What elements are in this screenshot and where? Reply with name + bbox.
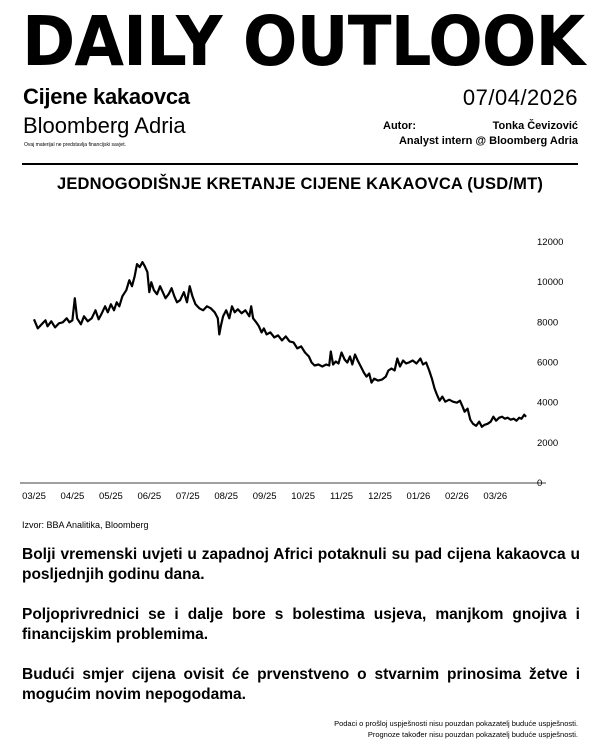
y-tick-label: 6000 bbox=[537, 357, 559, 369]
paragraph-outlook: Budući smjer cijena ovisit će prvenstveno o stvarnim prinosima žetve i mogućim novim nepogodama. bbox=[22, 666, 580, 703]
y-tick-labels bbox=[537, 237, 563, 489]
x-tick-labels bbox=[22, 491, 507, 502]
y-tick-label: 0 bbox=[537, 478, 543, 489]
paragraph-farmers: Poljoprivrednici se i dalje bore s bolestima usjeva, manjkom gnojiva i financijskim problemima. bbox=[22, 606, 580, 643]
y-tick-label: 12000 bbox=[537, 237, 564, 248]
footer-disclaimer-1: Podaci o prošloj uspješnosti nisu pouzdan pokazatelj buduće uspješnosti. bbox=[334, 719, 578, 728]
price-series-line bbox=[34, 262, 526, 427]
x-tick-label: 04/25 bbox=[60, 491, 85, 502]
x-tick-label: 09/25 bbox=[252, 491, 277, 502]
x-tick-label: 12/25 bbox=[368, 491, 392, 502]
y-tick-label: 8000 bbox=[537, 317, 559, 329]
report-date: 07/04/2026 bbox=[462, 85, 578, 110]
x-tick-label: 03/26 bbox=[483, 491, 508, 502]
author-label: Autor: bbox=[383, 120, 416, 132]
paragraph-weather: Bolji vremenski uvjeti u zapadnoj Africi potaknuli su pad cijena kakaovca u posljednjih godinu dana. bbox=[22, 546, 580, 583]
author-role: Analyst intern @ Bloomberg Adria bbox=[398, 135, 578, 147]
chart-source: Izvor: BBA Analitika, Bloomberg bbox=[22, 520, 149, 530]
chart-title: JEDNOGODIŠNJE KRETANJE CIJENE KAKAOVCA (USD/MT) bbox=[56, 175, 544, 193]
brand-name: Bloomberg Adria bbox=[23, 113, 186, 138]
x-tick-label: 07/25 bbox=[175, 491, 200, 502]
x-tick-label: 06/25 bbox=[137, 491, 162, 502]
x-tick-label: 02/26 bbox=[444, 491, 469, 502]
report-subject: Cijene kakaovca bbox=[23, 84, 190, 109]
chart-lines bbox=[34, 262, 526, 427]
y-tick-label: 2000 bbox=[537, 437, 559, 449]
x-tick-label: 11/25 bbox=[330, 491, 354, 502]
price-line-chart bbox=[0, 225, 600, 510]
masthead-title: DAILY OUTLOOK bbox=[22, 2, 585, 82]
y-tick-label: 4000 bbox=[537, 397, 559, 409]
x-tick-label: 10/25 bbox=[291, 491, 315, 502]
header-disclaimer: Ovaj materijal ne predstavlja financijski savjet. bbox=[24, 142, 126, 148]
header-divider bbox=[22, 163, 578, 165]
x-tick-label: 05/25 bbox=[98, 491, 123, 502]
x-tick-label: 01/26 bbox=[406, 491, 431, 502]
x-tick-label: 08/25 bbox=[214, 491, 239, 502]
x-tick-label: 03/25 bbox=[22, 491, 46, 502]
author-name: Tonka Čevizović bbox=[492, 120, 578, 132]
y-tick-label: 10000 bbox=[537, 277, 564, 289]
footer-disclaimer-2: Prognoze također nisu pouzdan pokazatelj buduće uspješnosti. bbox=[367, 730, 578, 739]
